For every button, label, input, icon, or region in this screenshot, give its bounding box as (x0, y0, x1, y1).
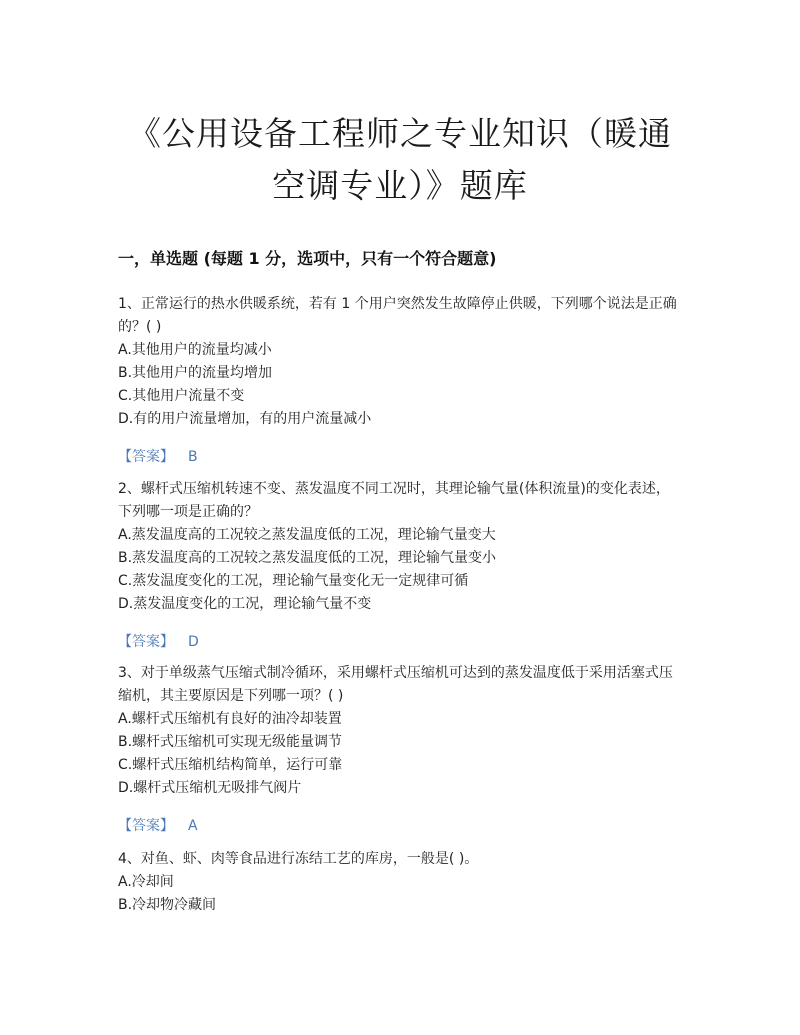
option-a: A.蒸发温度高的工况较之蒸发温度低的工况，理论输气量变大 (118, 527, 496, 543)
answer-value: D (188, 634, 199, 650)
option-c: C.蒸发温度变化的工况，理论输气量变化无一定规律可循 (118, 573, 469, 589)
answer-label: 【答案】 (118, 449, 174, 465)
answer-line (118, 446, 678, 468)
question-2 (118, 478, 678, 653)
answer-value: A (188, 818, 198, 834)
document-title-line-2: 空调专业）》题库 (272, 166, 528, 205)
document-title (100, 108, 700, 212)
question-3 (118, 662, 678, 837)
section-heading: 一，单选题 (每题 1 分，选项中，只有一个符合题意) (118, 249, 497, 268)
option-d: D.蒸发温度变化的工况，理论输气量不变 (118, 596, 372, 612)
option-c: C.螺杆式压缩机结构简单，运行可靠 (118, 757, 343, 773)
option-a: A.其他用户的流量均减小 (118, 342, 272, 358)
question-stem: 2、螺杆式压缩机转速不变、蒸发温度不同工况时，其理论输气量(体积流量)的变化表述，下列哪一项是正确的？ (118, 481, 670, 520)
question-stem: 3、对于单级蒸气压缩式制冷循环，采用螺杆式压缩机可达到的蒸发温度低于采用活塞式压缩机，其主要原因是下列哪一项？( ) (118, 665, 673, 704)
question-1 (118, 293, 678, 468)
option-d: D.有的用户流量增加，有的用户流量减小 (118, 411, 372, 427)
option-b: B.螺杆式压缩机可实现无级能量调节 (118, 734, 343, 750)
answer-value: B (188, 449, 198, 465)
option-b: B.其他用户的流量均增加 (118, 365, 273, 381)
option-a: A.螺杆式压缩机有良好的油冷却装置 (118, 711, 342, 727)
question-stem: 4、对鱼、虾、肉等食品进行冻结工艺的库房，一般是( )。 (118, 851, 479, 867)
answer-label: 【答案】 (118, 818, 174, 834)
option-b: B.蒸发温度高的工况较之蒸发温度低的工况，理论输气量变小 (118, 550, 497, 566)
option-d: D.螺杆式压缩机无吸排气阀片 (118, 780, 302, 796)
option-a: A.冷却间 (118, 874, 174, 890)
option-b: B.冷却物冷藏间 (118, 897, 217, 913)
answer-line (118, 815, 678, 837)
option-c: C.其他用户流量不变 (118, 388, 245, 404)
document-title-line-1: 《公用设备工程师之专业知识（暖通 (128, 114, 672, 153)
question-4 (118, 848, 678, 917)
answer-line (118, 631, 678, 653)
question-stem: 1、正常运行的热水供暖系统，若有 1 个用户突然发生故障停止供暖，下列哪个说法是正确的？( ) (118, 296, 677, 335)
answer-label: 【答案】 (118, 634, 174, 650)
